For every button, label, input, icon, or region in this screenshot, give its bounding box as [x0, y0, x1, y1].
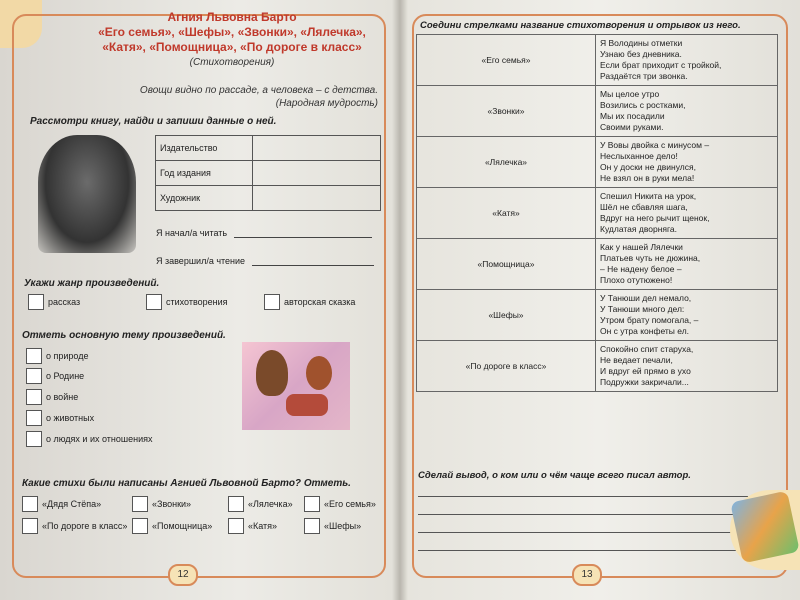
illustrator-field[interactable] — [253, 186, 381, 211]
verse-line: Не ведает печали, — [600, 355, 673, 365]
checkbox[interactable] — [146, 294, 162, 310]
answer-line[interactable] — [418, 514, 748, 515]
checkbox[interactable] — [26, 410, 42, 426]
verse-line: Спокойно спит старуха, — [600, 344, 694, 354]
page-number: 13 — [572, 564, 602, 586]
verse-line: Шёл не сбавляя шага, — [600, 202, 688, 212]
poem-option[interactable]: «Шефы» — [300, 518, 361, 534]
checkbox[interactable] — [26, 431, 42, 447]
doll-figure — [256, 350, 288, 396]
row-label: Художник — [156, 186, 253, 211]
page-number: 12 — [168, 564, 198, 586]
verse-line: Мы целое утро — [600, 89, 660, 99]
right-page — [402, 0, 800, 600]
verse-excerpt-cell[interactable] — [596, 137, 778, 188]
checkbox[interactable] — [26, 389, 42, 405]
year-field[interactable] — [253, 161, 381, 186]
answer-line[interactable] — [418, 496, 748, 497]
verse-line: Неслыханное дело! — [600, 151, 678, 161]
started-date-field[interactable] — [234, 237, 372, 238]
table-row — [417, 341, 778, 392]
verse-excerpt-cell[interactable] — [596, 86, 778, 137]
quote-source: (Народная мудрость) — [275, 98, 378, 109]
table-row — [156, 161, 381, 186]
table-row — [417, 188, 778, 239]
poem-option[interactable]: «Его семья» — [300, 496, 376, 512]
verse-line: Кудлатая дворняга. — [600, 224, 678, 234]
verse-excerpt-cell[interactable] — [596, 290, 778, 341]
illustration — [242, 342, 350, 430]
task-poems-heading: Какие стихи были написаны Агнией Львовной Барто? Отметь. — [22, 478, 351, 489]
checkbox[interactable] — [304, 496, 320, 512]
task-conclusion-heading: Сделай вывод, о ком или о чём чаще всего писал автор. — [418, 470, 691, 481]
subtitle: (Стихотворения) — [189, 57, 275, 68]
theme-option[interactable]: о войне — [22, 389, 78, 405]
left-page — [0, 0, 398, 600]
table-row — [417, 35, 778, 86]
checkbox[interactable] — [132, 496, 148, 512]
table-row — [417, 137, 778, 188]
matching-table — [416, 34, 778, 392]
finished-reading-row — [156, 256, 374, 266]
answer-line[interactable] — [418, 532, 748, 533]
verse-line: У Танюши дел немало, — [600, 293, 692, 303]
task-theme-heading: Отметь основную тему произведений. — [22, 330, 226, 341]
theme-option[interactable]: о Родине — [22, 368, 84, 384]
verse-line: Я Володины отметки — [600, 38, 683, 48]
verse-line: Плохо отутюжено! — [600, 275, 673, 285]
theme-option[interactable]: о людях и их отношениях — [22, 431, 153, 447]
table-row — [417, 290, 778, 341]
genre-option[interactable]: стихотворения — [142, 294, 228, 310]
checkbox[interactable] — [22, 518, 38, 534]
verse-excerpt-cell[interactable] — [596, 239, 778, 290]
author-name: Агния Львовна Барто — [167, 10, 297, 24]
page-title — [82, 10, 382, 55]
poem-title-cell[interactable]: «Шефы» — [417, 290, 596, 341]
poem-option[interactable]: «По дороге в класс» — [18, 518, 127, 534]
verse-line: Утром брату помогала, – — [600, 315, 699, 325]
verse-line: Подружки закричали... — [600, 377, 689, 387]
poem-title-cell[interactable]: «Катя» — [417, 188, 596, 239]
verse-line: Возились с ростками, — [600, 100, 686, 110]
verse-line: Раздаётся три звонка. — [600, 71, 688, 81]
author-portrait — [38, 135, 136, 253]
poem-option[interactable]: «Звонки» — [128, 496, 191, 512]
works-list-2: «Катя», «Помощница», «По дороге в класс» — [102, 40, 362, 54]
verse-line: Своими руками. — [600, 122, 664, 132]
poem-option[interactable]: «Лялечка» — [224, 496, 293, 512]
verse-excerpt-cell[interactable] — [596, 188, 778, 239]
verse-excerpt-cell[interactable] — [596, 341, 778, 392]
checkbox[interactable] — [26, 348, 42, 364]
genre-option[interactable]: рассказ — [24, 294, 80, 310]
started-label: Я начал/а читать — [156, 228, 228, 238]
verse-line: – Не надену белое – — [600, 264, 682, 274]
rocking-horse-figure — [286, 394, 328, 416]
bear-figure — [306, 356, 332, 390]
verse-line: У Танюши много дел: — [600, 304, 685, 314]
poem-title-cell[interactable]: «Его семья» — [417, 35, 596, 86]
verse-line: Не взял он в руки мела! — [600, 173, 695, 183]
started-reading-row — [156, 228, 372, 238]
checkbox[interactable] — [304, 518, 320, 534]
poem-title-cell[interactable]: «Лялечка» — [417, 137, 596, 188]
row-label: Издательство — [156, 136, 253, 161]
books-decoration — [730, 491, 800, 564]
verse-line: Мы их посадили — [600, 111, 665, 121]
finished-date-field[interactable] — [252, 265, 374, 266]
theme-option[interactable]: о природе — [22, 348, 88, 364]
poem-option[interactable]: «Помощница» — [128, 518, 212, 534]
task-match-heading: Соедини стрелками название стихотворения и отрывок из него. — [420, 20, 741, 31]
poem-option[interactable]: «Дядя Стёпа» — [18, 496, 101, 512]
table-row — [156, 186, 381, 211]
genre-option[interactable]: авторская сказка — [260, 294, 355, 310]
finished-label: Я завершил/а чтение — [156, 256, 246, 266]
poem-title-cell[interactable]: «Помощница» — [417, 239, 596, 290]
table-row — [417, 239, 778, 290]
poem-option[interactable]: «Катя» — [224, 518, 277, 534]
task-genre-heading: Укажи жанр произведений. — [24, 278, 160, 289]
answer-line[interactable] — [418, 550, 748, 551]
verse-line: Платьев чуть не дюжина, — [600, 253, 701, 263]
theme-option[interactable]: о животных — [22, 410, 94, 426]
checkbox[interactable] — [264, 294, 280, 310]
book-info-table — [155, 135, 381, 211]
row-label: Год издания — [156, 161, 253, 186]
quote-text: Овощи видно по рассаде, а человека – с детства. — [139, 85, 378, 96]
checkbox[interactable] — [26, 368, 42, 384]
checkbox[interactable] — [28, 294, 44, 310]
verse-line: Если брат приходит с тройкой, — [600, 60, 722, 70]
poem-title-cell[interactable]: «По дороге в класс» — [417, 341, 596, 392]
table-row — [156, 136, 381, 161]
works-list-1: «Его семья», «Шефы», «Звонки», «Лялечка», — [98, 25, 366, 39]
task-book-heading: Рассмотри книгу, найди и запиши данные о ней. — [30, 116, 277, 127]
publisher-field[interactable] — [253, 136, 381, 161]
verse-line: Узнаю без дневника. — [600, 49, 682, 59]
verse-line: Спешил Никита на урок, — [600, 191, 697, 201]
epigraph — [138, 84, 378, 110]
verse-line: И вдруг ей прямо в ухо — [600, 366, 691, 376]
verse-line: Вдруг на него рычит щенок, — [600, 213, 710, 223]
verse-excerpt-cell[interactable] — [596, 35, 778, 86]
poem-title-cell[interactable]: «Звонки» — [417, 86, 596, 137]
checkbox[interactable] — [228, 496, 244, 512]
verse-line: Он у доски не двинулся, — [600, 162, 696, 172]
verse-line: У Вовы двойка с минусом – — [600, 140, 710, 150]
verse-line: Он с утра конфеты ел. — [600, 326, 690, 336]
checkbox[interactable] — [228, 518, 244, 534]
table-row — [417, 86, 778, 137]
verse-line: Как у нашей Лялечки — [600, 242, 683, 252]
checkbox[interactable] — [132, 518, 148, 534]
checkbox[interactable] — [22, 496, 38, 512]
